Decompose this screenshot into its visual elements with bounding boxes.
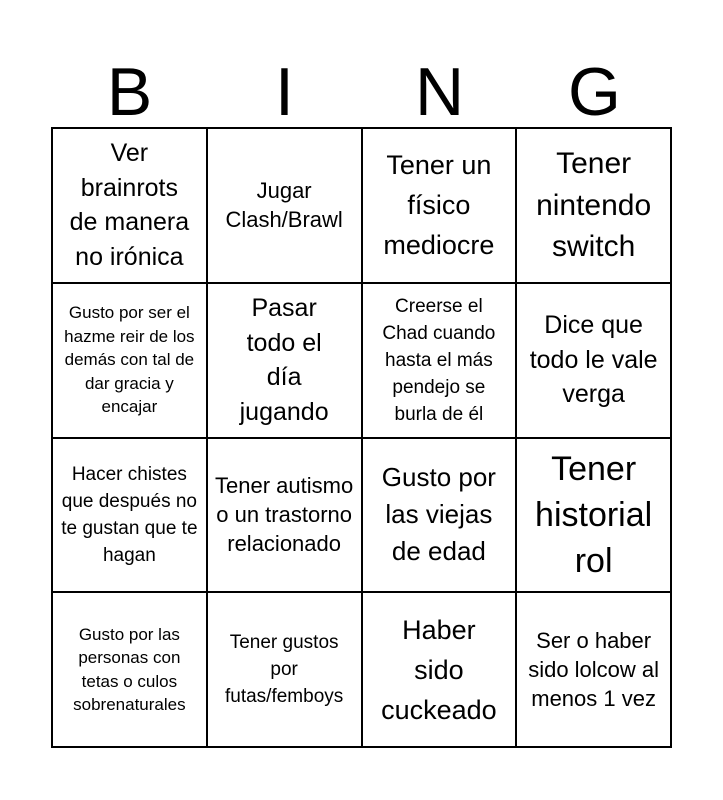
bingo-cell-text: Creerse el Chad cuando hasta el más pendejo se burla de él (382, 295, 496, 425)
bingo-header (52, 56, 672, 128)
bingo-cell[interactable] (208, 284, 363, 439)
bingo-cell[interactable] (517, 284, 672, 439)
bingo-cell[interactable] (517, 593, 672, 748)
bingo-cell-text: Tener un físico mediocre (383, 150, 495, 261)
bingo-cell-text: Ser o haber sido lolcow al menos 1 vez (528, 628, 660, 712)
bingo-cell-text: Tener gustos por futas/femboys (224, 632, 344, 708)
bingo-cell-text: Tener nintendo switch (536, 147, 652, 264)
bingo-cell[interactable] (363, 593, 518, 748)
bingo-cell-text: Dice que todo le vale verga (529, 311, 658, 409)
bingo-cell[interactable] (363, 129, 518, 284)
header-letter-g: G (568, 54, 621, 130)
bingo-cell[interactable] (208, 129, 363, 284)
bingo-cell-text: Pasar todo el día jugando (239, 294, 329, 426)
bingo-cell[interactable] (363, 284, 518, 439)
bingo-cell[interactable] (517, 129, 672, 284)
bingo-cell-text: Jugar Clash/Brawl (225, 178, 343, 233)
bingo-cell[interactable] (53, 439, 208, 594)
bingo-cell-text: Hacer chistes que después no te gustan que te hagan (61, 463, 198, 566)
bingo-cell[interactable] (53, 593, 208, 748)
bingo-cell[interactable] (363, 439, 518, 594)
header-letter-n: N (414, 54, 465, 130)
bingo-cell-text: Ver brainrots de manera no irónica (69, 139, 190, 271)
header-letter-i: I (275, 54, 294, 130)
header-letter-b: B (106, 54, 153, 130)
bingo-cell-text: Tener historial rol (535, 449, 653, 580)
bingo-cell-text: Gusto por las viejas de edad (381, 462, 496, 567)
bingo-cell[interactable] (53, 129, 208, 284)
bingo-cell[interactable] (53, 284, 208, 439)
bingo-cell[interactable] (208, 593, 363, 748)
bingo-cell[interactable] (208, 439, 363, 594)
bingo-cell-text: Gusto por las personas con tetas o culos sobrenaturales (73, 624, 186, 715)
bingo-cell-text: Haber sido cuckeado (381, 614, 497, 725)
bingo-cell-text: Gusto por ser el hazme reir de los demás con tal de dar gracia y encajar (64, 303, 195, 417)
bingo-board (51, 127, 672, 748)
bingo-cell-text: Tener autismo o un trastorno relacionado (215, 473, 354, 557)
bingo-cell[interactable] (517, 439, 672, 594)
